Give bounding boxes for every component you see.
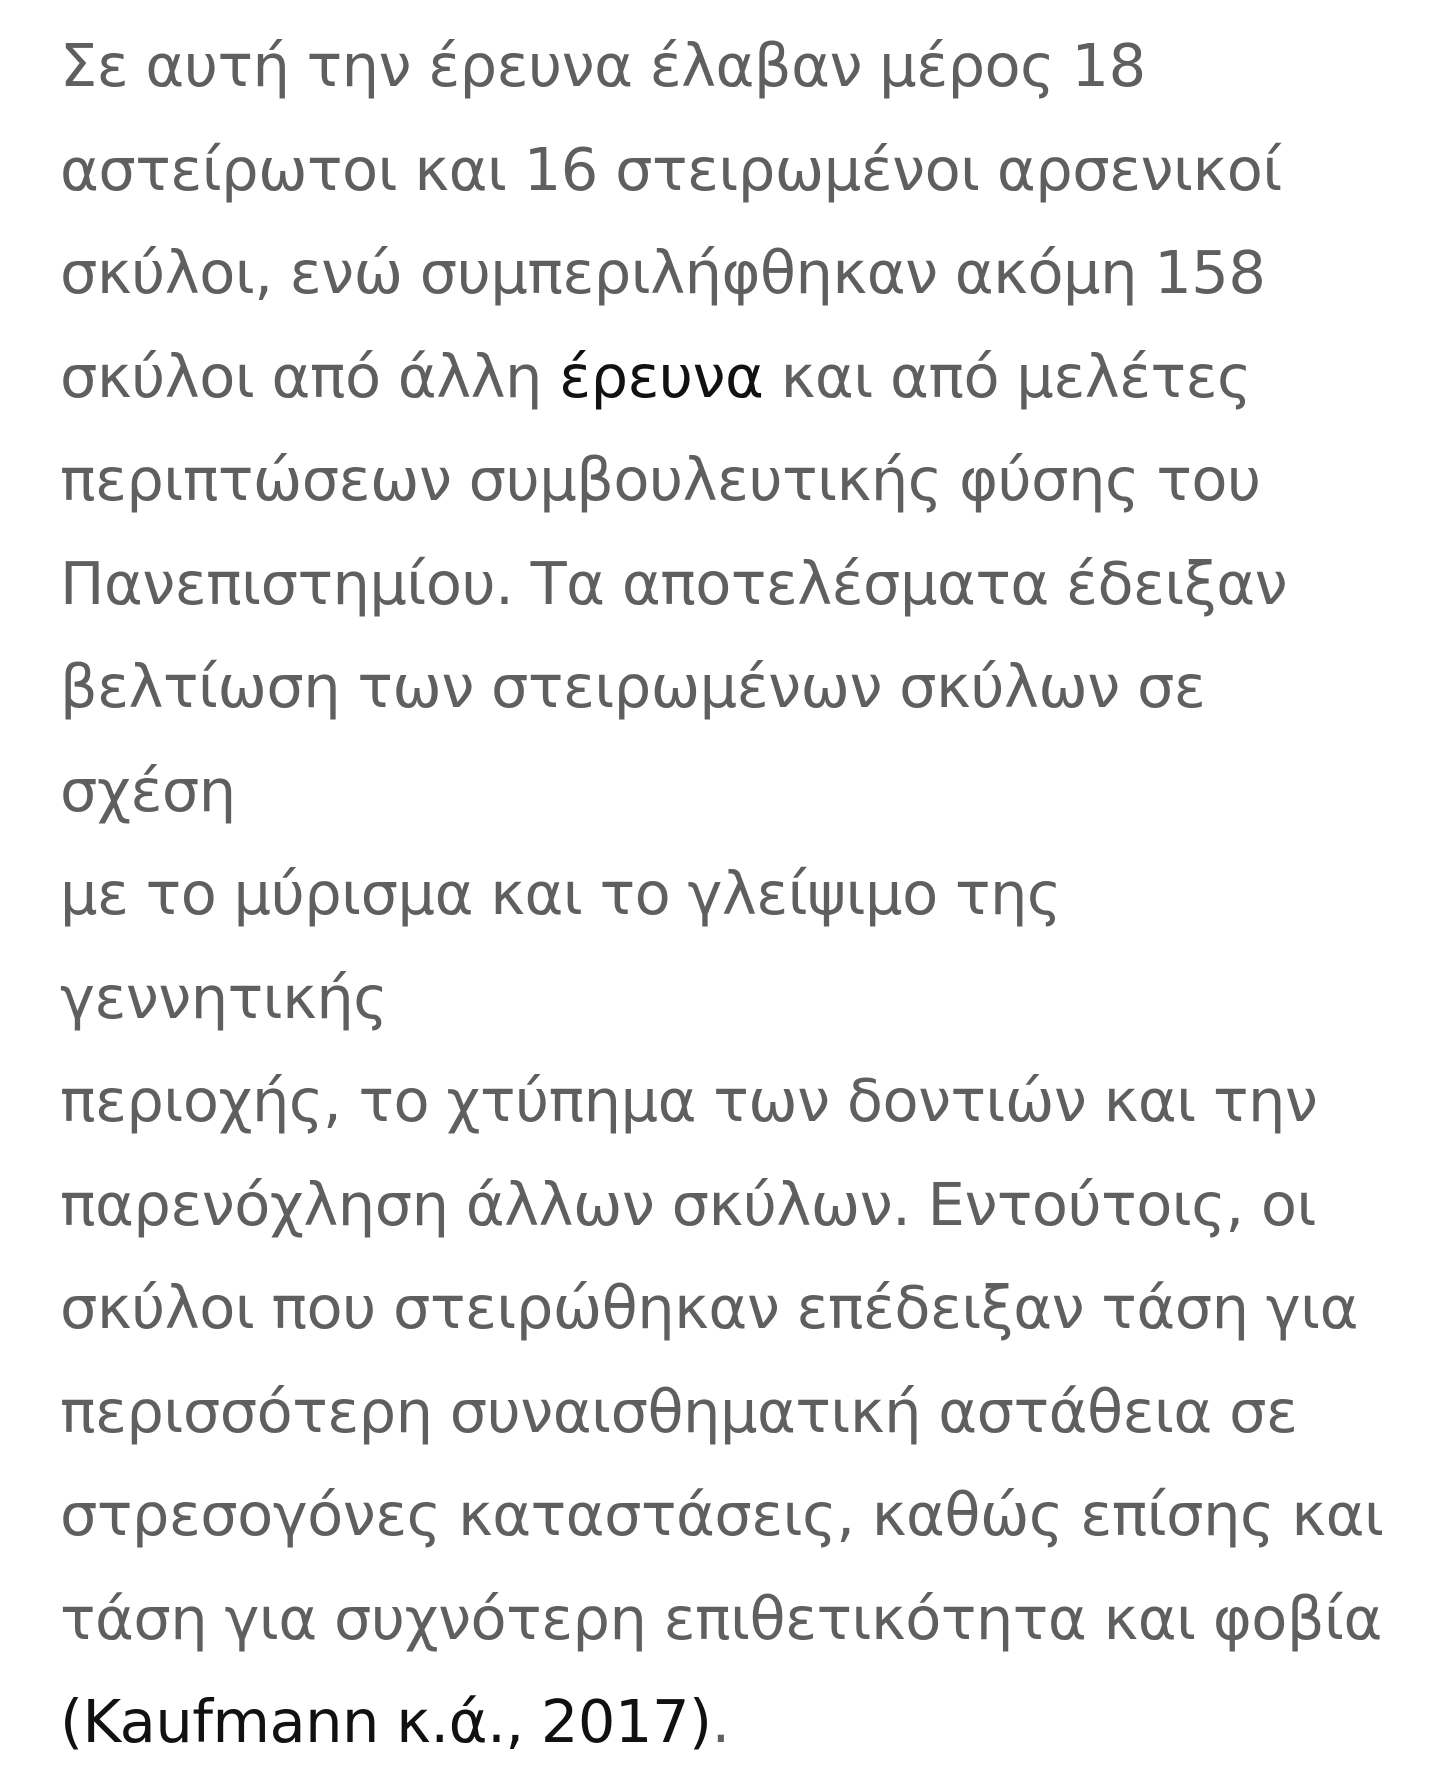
paragraph-line: τάση για συχνότερη επιθετικότητα και φοβία	[60, 1583, 1382, 1653]
paragraph-line: περιπτώσεων συμβουλευτικής φύσης του	[60, 445, 1261, 514]
paragraph-line: στρεσογόνες καταστάσεις, καθώς επίσης και	[60, 1480, 1384, 1549]
paragraph-line: Πανεπιστημίου. Τα αποτελέσματα έδειξαν	[60, 548, 1288, 618]
paragraph-line: σκύλοι που στειρώθηκαν επέδειξαν τάση για	[60, 1273, 1359, 1342]
paragraph-line: αστείρωτοι και 16 στειρωμένοι αρσενικοί	[60, 134, 1282, 204]
paragraph-line: παρενόχληση άλλων σκύλων. Εντούτοις, οι	[60, 1169, 1316, 1239]
paragraph-line: σκύλοι από άλλη	[60, 341, 560, 411]
citation: (Kaufmann κ.ά., 2017)	[60, 1687, 712, 1756]
paragraph-line: με το μύρισμα και το γλείψιμο της γεννητικής	[60, 859, 1061, 1032]
paragraph-line: και από μελέτες	[763, 341, 1252, 411]
article-paragraph	[60, 14, 1390, 1774]
article-body	[60, 14, 1390, 1774]
paragraph-line: βελτίωση των στειρωμένων σκύλων σε σχέση	[60, 652, 1206, 825]
sentence-period: .	[711, 1687, 730, 1756]
paragraph-line: Σε αυτή την έρευνα έλαβαν μέρος 18	[60, 31, 1146, 100]
paragraph-line: περιοχής, το χτύπημα των δοντιών και την	[60, 1066, 1318, 1135]
research-link[interactable]: έρευνα	[559, 341, 764, 411]
paragraph-line: σκύλοι, ενώ συμπεριλήφθηκαν ακόμη 158	[60, 238, 1266, 307]
paragraph-line: περισσότερη συναισθηματική αστάθεια σε	[60, 1376, 1298, 1446]
